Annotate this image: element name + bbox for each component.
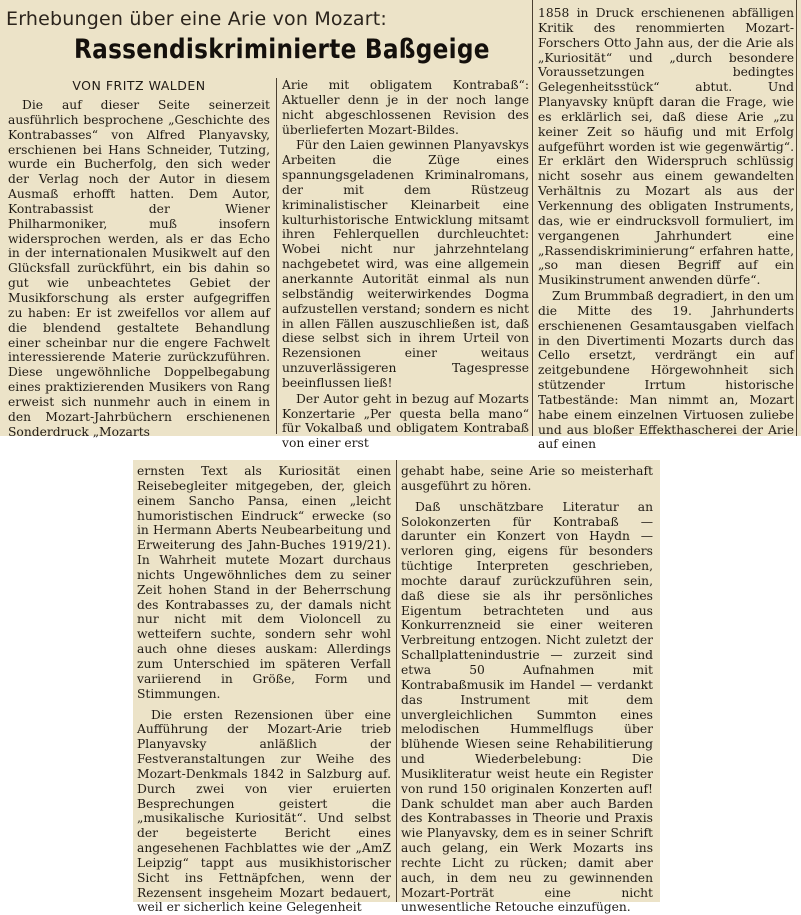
article-clipping-bottom: [133, 460, 660, 902]
paragraph: Arie mit obligatem Kontrabaß“: Aktueller denn je in der noch lange nicht abgeschlossenen Revision des überlieferten Mozart-Bildes.: [282, 78, 529, 137]
paragraph: Für den Laien gewinnen Planyavskys Arbeiten die Züge eines spannungsgeladenen Kriminalromans, der mit dem Rüstzeug kriminalistischer Kleinarbeit eine kulturhistorische Entwicklung mitsamt ihren Fehlerquellen durchleuchtet: Wobei nicht nur jahrzehntelang nachgebetet wird, was eine allgemein anerkannte Autorität einmal als nun selbständig weiterwirkendes Dogma aufzustellen verstand; sondern es nicht in allen Fällen auszuschließen ist, daß diese selbst sich in ihrem Urteil von Rezensionen einer weitaus unzuverlässigeren Tagespresse beeinflussen ließ!: [282, 138, 529, 390]
article-clipping-top: [0, 0, 801, 436]
column-divider: [796, 0, 797, 436]
paragraph: 1858 in Druck erschienenen abfälligen Kritik des renommierten Mozart-Forschers Otto Jahn aus, der die Arie als „Kuriosität“ und „durch besondere Voraussetzungen bedingtes Gelegenheitsstück“ abtut. Und Planyavsky knüpft daran die Frage, wie es erklärlich sei, daß diese Arie „zu keiner Zeit so häufig und mit Erfolg aufgeführt worden ist wie gegenwärtig“. Er erklärt den Widerspruch schlüssig nicht sosehr aus einem gewandelten Verhältnis zu Mozart als aus der Verkennung des obligaten Instruments, das, wie er eindrucksvoll formuliert, im vergangenen Jahrhundert eine „Rassendiskriminierung“ erfahren hatte, „so man diesen Begriff auf ein Musikinstrument anwenden dürfe“.: [538, 6, 794, 288]
article-kicker: Erhebungen über eine Arie von Mozart:: [6, 8, 526, 30]
column-divider: [532, 0, 533, 436]
article-byline: VON FRITZ WALDEN: [8, 78, 270, 93]
article-headline: Rassendiskriminierte Baßgeige: [74, 34, 470, 65]
bottom-column-1: [137, 464, 391, 900]
top-column-2: [282, 78, 529, 434]
paragraph: Daß unschätzbare Literatur an Solokonzerten für Kontrabaß — darunter ein Konzert von Haydn — verloren ging, eigens für besonders tüchtige Interpreten geschrieben, mochte darauf zurückzuführen sein, daß diese sie als ihr persönliches Eigentum betrachteten und aus Konkurrenzneid sie einer weiteren Verbreitung entzogen. Nicht zuletzt der Schallplattenindustrie — zurzeit sind etwa 50 Aufnahmen mit Kontrabaßmusik im Handel — verdankt das Instrument mit dem unvergleichlichen Summton eines melodischen Hummelflugs über blühende Wiesen seine Rehabilitierung und Wiederbelebung: Die Musikliteratur weist heute ein Register von rund 150 originalen Konzerten auf! Dank schuldet man aber auch Barden des Kontrabasses in Theorie und Praxis wie Planyavsky, dem es in seiner Schrift auch gelang, ein Werk Mozarts ins rechte Licht zu rücken; damit aber auch, in dem neu zu gewinnenden Mozart-Porträt eine nicht unwesentliche Retouche einzufügen.: [401, 500, 653, 915]
top-column-3: [538, 6, 794, 434]
paragraph: Der Autor geht in bezug auf Mozarts Konzertarie „Per questa bella mano“ für Vokalbaß und obligatem Kontrabaß von einer erst: [282, 392, 529, 451]
paragraph: gehabt habe, seine Arie so meisterhaft ausgeführt zu hören.: [401, 464, 653, 494]
column-divider: [396, 460, 397, 902]
paragraph: ernsten Text als Kuriosität einen Reisebegleiter mitgegeben, der, gleich einem Sancho Pansa, einen „leicht humoristischen Eindruck“ erwecke (so in Hermann Aberts Neubearbeitung und Erweiterung des Jahn-Buches 1919/21). In Wahrheit mutete Mozart durchaus nichts Ungewöhnliches dem zu seiner Zeit hohen Stand in der Beherrschung des Kontrabasses zu, der damals nicht nur nicht mit dem Violoncell zu wetteifern suchte, sondern sehr wohl auch ohne dieses auskam: Allerdings zum Unterschied im späteren Verfall variierend in Größe, Form und Stimmungen.: [137, 464, 391, 702]
paragraph: Die ersten Rezensionen über eine Aufführung der Mozart-Arie trieb Planyavsky anläßlich der Festveranstaltungen zur Weihe des Mozart-Denkmals 1842 in Salzburg auf. Durch zwei von vier eruierten Besprechungen geistert die „musikalische Kuriosität“. Und selbst der begeisterte Bericht eines angesehenen Fachblattes wie der „AmZ Leipzig“ tappt aus musikhistorischer Sicht ins Fettnäpfchen, wenn der Rezensent insgeheim Mozart bedauert, weil er sicherlich keine Gelegenheit: [137, 708, 391, 915]
top-column-1: [8, 78, 270, 434]
paragraph: Zum Brummbaß degradiert, in den um die Mitte des 19. Jahrhunderts erschienenen Gesamtausgaben vielfach in den Divertimenti Mozarts durch das Cello ersetzt, verdrängt ein auf zeitgebundene Hörgewohnheit sich stützender Irrtum historische Tatbestände: Man nimmt an, Mozart habe einem einzelnen Virtuosen zuliebe und aus bloßer Effekthascherei der Arie auf einen: [538, 289, 794, 452]
paragraph: Die auf dieser Seite seinerzeit ausführlich besprochene „Geschichte des Kontrabasses“ von Alfred Planyavsky, erschienen bei Hans Schneider, Tutzing, wurde ein Bucherfolg, den sich weder der Verlag noch der Autor in diesem Ausmaß erhofft hatten. Dem Autor, Kontrabassist der Wiener Philharmoniker, muß insofern widersprochen werden, als er das Echo in der internationalen Musikwelt auf den Glücksfall zurückführt, ein bis dahin so gut wie unbeachtetes Gebiet der Musikforschung als erster aufgegriffen zu haben: Er ist zweifellos vor allem auf die blendend gestaltete Behandlung einer scheinbar nur die engere Fachwelt interessierende Materie zurückzuführen. Diese ungewöhnliche Doppelbegabung eines praktizierenden Musikers von Rang erweist sich nunmehr auch in einem in den Mozart-Jahrbüchern erschienenen Sonderdruck „Mozarts: [8, 98, 270, 439]
column-divider: [276, 78, 277, 434]
bottom-column-2: [401, 464, 653, 900]
